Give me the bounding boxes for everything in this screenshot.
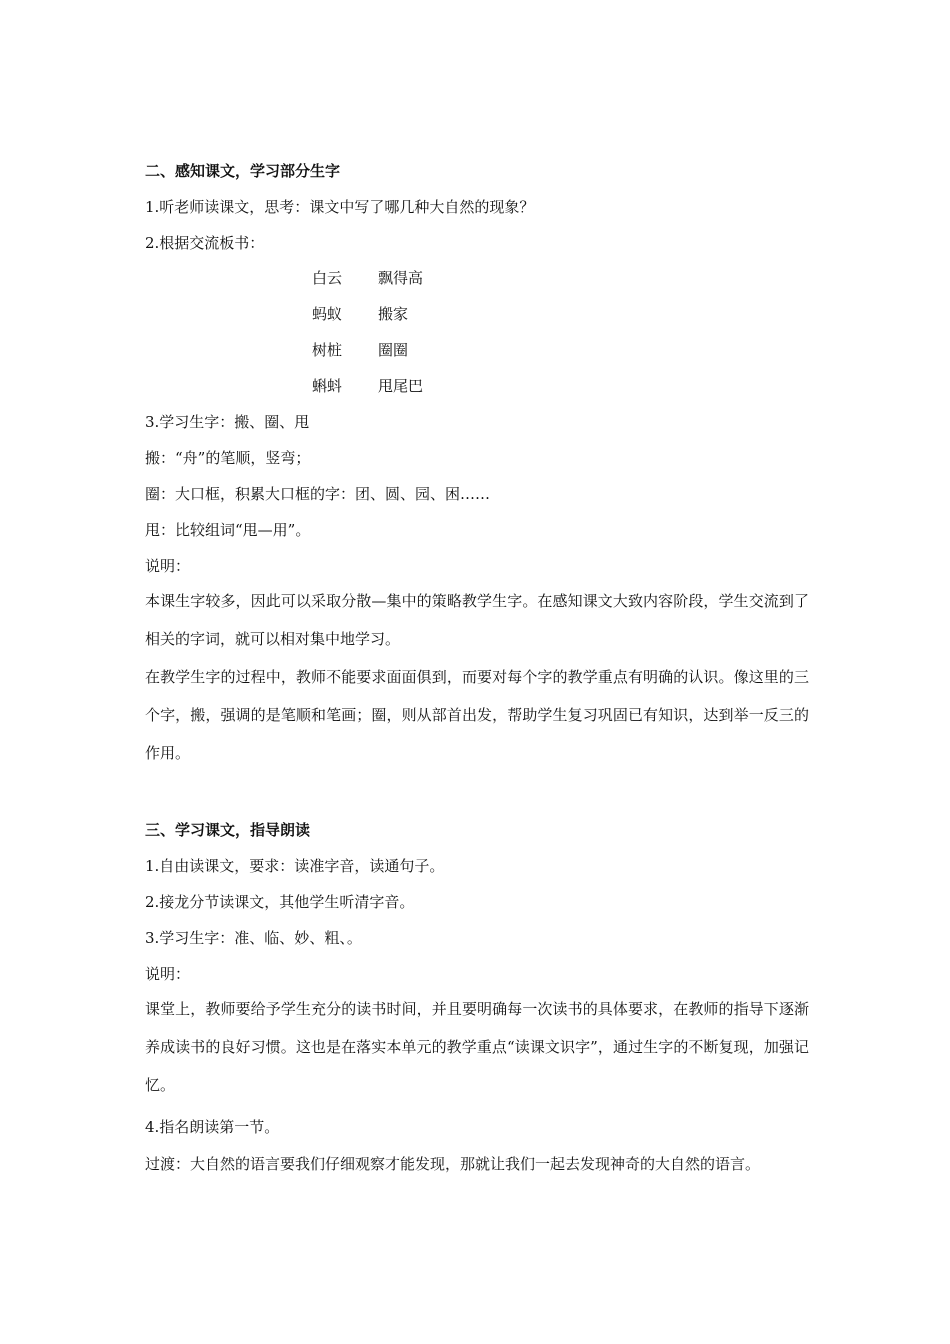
section2-item2: 2.根据交流板书： xyxy=(145,234,265,252)
section3-heading: 三、学习课文，指导朗读 xyxy=(145,821,311,839)
section2-item3: 3.学习生字：搬、圈、甩 xyxy=(145,413,310,431)
section3-item2: 2.接龙分节读课文，其他学生听清字音。 xyxy=(145,893,415,911)
section3-transition: 过渡：大自然的语言要我们仔细观察才能发现，那就让我们一起去发现神奇的大自然的语言。 xyxy=(145,1155,761,1173)
section3-item4: 4.指名朗读第一节。 xyxy=(145,1118,280,1136)
char-shuai-note: 甩：比较组词“甩—用”。 xyxy=(145,521,311,539)
section2-note-label: 说明： xyxy=(145,557,191,575)
board-term-right: 圈圈 xyxy=(378,341,409,359)
section3-note-label: 说明： xyxy=(145,965,191,983)
section3-item3: 3.学习生字：准、临、妙、粗、。 xyxy=(145,929,362,947)
char-quan-note: 圈：大口框，积累大口框的字：团、圆、园、困…… xyxy=(145,485,491,503)
section3-note-paragraph1: 课堂上，教师要给予学生充分的读书时间，并且要明确每一次读书的具体要求，在教师的指导下逐渐养成读书的良好习惯。这也是在落实本单元的教学重点“读课文识字”，通过生字的不断复现，加强记忆。 xyxy=(145,1000,809,1094)
section2-heading: 二、感知课文，学习部分生字 xyxy=(145,162,341,180)
board-term-left: 蝌蚪 xyxy=(312,377,343,395)
board-term-right: 搬家 xyxy=(378,305,409,323)
section2-note-paragraph1: 本课生字较多，因此可以采取分散—集中的策略教学生字。在感知课文大致内容阶段，学生交流到了相关的字词，就可以相对集中地学习。 xyxy=(145,592,809,648)
section3-item1: 1.自由读课文，要求：读准字音，读通句子。 xyxy=(145,857,445,875)
board-term-left: 白云 xyxy=(312,269,343,287)
board-term-left: 蚂蚁 xyxy=(312,305,343,323)
section2-item1: 1.听老师读课文，思考：课文中写了哪几种大自然的现象？ xyxy=(145,198,535,216)
board-term-right: 甩尾巴 xyxy=(378,377,424,395)
board-term-left: 树桩 xyxy=(312,341,343,359)
section2-note-paragraph2: 在教学生字的过程中，教师不能要求面面俱到，而要对每个字的教学重点有明确的认识。像这里的三个字，搬，强调的是笔顺和笔画；圈，则从部首出发，帮助学生复习巩固已有知识，达到举一反三的作用。 xyxy=(145,668,809,762)
char-ban-note: 搬：“舟”的笔顺，竖弯； xyxy=(145,449,311,467)
board-term-right: 飘得高 xyxy=(378,269,424,287)
